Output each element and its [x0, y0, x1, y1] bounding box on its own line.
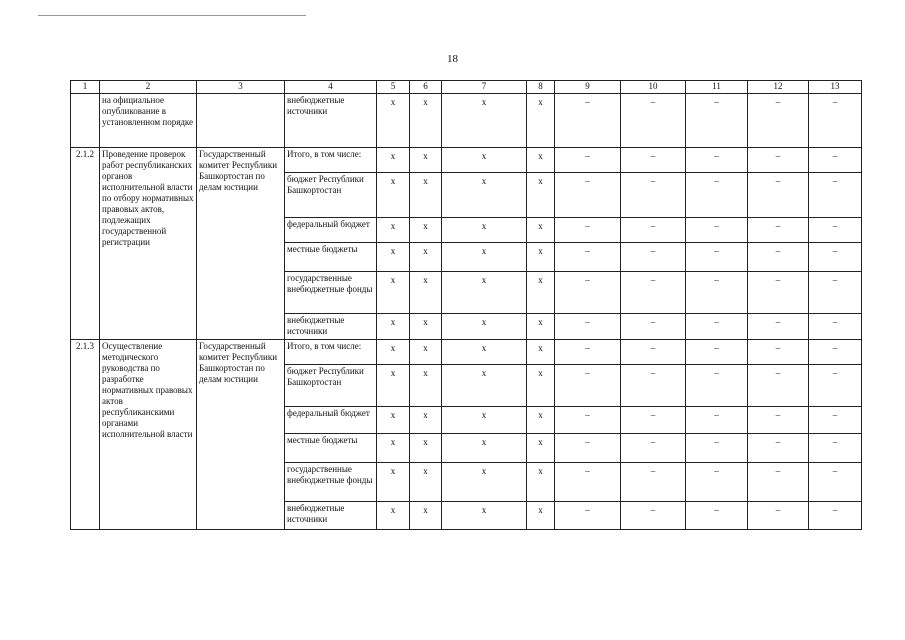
- value-cell: –: [555, 218, 621, 243]
- value-cell: –: [621, 94, 686, 148]
- executor-cell: Государственный комитет Республики Башкортостан по делам юстиции: [197, 148, 285, 340]
- value-cell: x: [442, 148, 527, 173]
- value-cell: –: [555, 148, 621, 173]
- value-cell: x: [442, 463, 527, 502]
- value-cell: –: [686, 243, 748, 272]
- value-cell: x: [377, 463, 410, 502]
- value-cell: x: [410, 173, 442, 218]
- header-cell: 8: [527, 81, 555, 94]
- value-cell: x: [527, 148, 555, 173]
- value-cell: x: [442, 173, 527, 218]
- value-cell: –: [555, 94, 621, 148]
- value-cell: –: [809, 463, 862, 502]
- header-cell: 13: [809, 81, 862, 94]
- value-cell: x: [442, 243, 527, 272]
- value-cell: –: [555, 365, 621, 407]
- value-cell: x: [377, 365, 410, 407]
- item-number-cell: 2.1.2: [71, 148, 100, 340]
- value-cell: –: [686, 173, 748, 218]
- value-cell: –: [621, 463, 686, 502]
- value-cell: –: [686, 434, 748, 463]
- value-cell: –: [748, 365, 809, 407]
- value-cell: x: [527, 314, 555, 340]
- item-number-cell: 2.1.3: [71, 340, 100, 530]
- value-cell: x: [442, 340, 527, 365]
- value-cell: –: [621, 243, 686, 272]
- value-cell: x: [527, 407, 555, 434]
- value-cell: x: [527, 434, 555, 463]
- funding-source-cell: государственные внебюджетные фонды: [285, 272, 377, 314]
- value-cell: –: [748, 173, 809, 218]
- value-cell: –: [809, 502, 862, 530]
- value-cell: –: [809, 148, 862, 173]
- table-row: [71, 340, 862, 365]
- header-cell: 7: [442, 81, 527, 94]
- value-cell: x: [377, 272, 410, 314]
- value-cell: –: [555, 243, 621, 272]
- value-cell: x: [527, 272, 555, 314]
- value-cell: –: [748, 272, 809, 314]
- value-cell: x: [410, 434, 442, 463]
- value-cell: –: [555, 407, 621, 434]
- value-cell: x: [410, 148, 442, 173]
- header-cell: 10: [621, 81, 686, 94]
- value-cell: –: [748, 407, 809, 434]
- program-table: [70, 80, 862, 530]
- header-row: [71, 81, 862, 94]
- value-cell: x: [377, 407, 410, 434]
- value-cell: –: [686, 218, 748, 243]
- executor-cell: [197, 94, 285, 148]
- value-cell: –: [621, 502, 686, 530]
- value-cell: –: [555, 463, 621, 502]
- value-cell: x: [410, 218, 442, 243]
- header-cell: 2: [100, 81, 197, 94]
- value-cell: –: [809, 173, 862, 218]
- table-row: [71, 94, 862, 148]
- value-cell: –: [621, 434, 686, 463]
- value-cell: x: [377, 340, 410, 365]
- value-cell: –: [555, 434, 621, 463]
- value-cell: x: [527, 94, 555, 148]
- header-rule: [38, 15, 306, 16]
- funding-source-cell: Итого, в том числе:: [285, 148, 377, 173]
- activity-name-cell: Проведение проверок работ республиканских органов исполнительной власти по отбору нормативных правовых актов, подлежащих государственной регистрации: [100, 148, 197, 340]
- value-cell: –: [686, 94, 748, 148]
- funding-source-cell: федеральный бюджет: [285, 218, 377, 243]
- value-cell: –: [686, 314, 748, 340]
- value-cell: –: [809, 314, 862, 340]
- value-cell: –: [686, 148, 748, 173]
- value-cell: –: [555, 314, 621, 340]
- value-cell: x: [377, 173, 410, 218]
- value-cell: –: [555, 272, 621, 314]
- funding-source-cell: местные бюджеты: [285, 434, 377, 463]
- header-cell: 9: [555, 81, 621, 94]
- value-cell: x: [442, 272, 527, 314]
- value-cell: x: [377, 502, 410, 530]
- value-cell: –: [748, 148, 809, 173]
- table-row: [71, 148, 862, 173]
- funding-source-cell: внебюджетные источники: [285, 94, 377, 148]
- funding-source-cell: местные бюджеты: [285, 243, 377, 272]
- value-cell: x: [442, 94, 527, 148]
- value-cell: x: [377, 218, 410, 243]
- value-cell: –: [686, 463, 748, 502]
- value-cell: –: [748, 314, 809, 340]
- value-cell: –: [809, 94, 862, 148]
- value-cell: –: [748, 463, 809, 502]
- value-cell: –: [809, 218, 862, 243]
- value-cell: x: [410, 243, 442, 272]
- value-cell: –: [621, 340, 686, 365]
- value-cell: –: [621, 365, 686, 407]
- value-cell: x: [410, 340, 442, 365]
- funding-source-cell: бюджет Республики Башкортостан: [285, 173, 377, 218]
- value-cell: x: [527, 340, 555, 365]
- value-cell: –: [748, 94, 809, 148]
- funding-source-cell: бюджет Республики Башкортостан: [285, 365, 377, 407]
- activity-name-cell: Осуществление методического руководства по разработке нормативных правовых актов республиканскими органами исполнительной власти: [100, 340, 197, 530]
- value-cell: –: [621, 148, 686, 173]
- value-cell: x: [410, 407, 442, 434]
- value-cell: x: [377, 314, 410, 340]
- value-cell: –: [809, 407, 862, 434]
- value-cell: –: [621, 218, 686, 243]
- header-cell: 12: [748, 81, 809, 94]
- page-number: 18: [447, 53, 458, 65]
- value-cell: x: [442, 218, 527, 243]
- value-cell: x: [410, 94, 442, 148]
- value-cell: x: [410, 365, 442, 407]
- value-cell: x: [527, 463, 555, 502]
- value-cell: –: [809, 340, 862, 365]
- item-number-cell: [71, 94, 100, 148]
- value-cell: x: [527, 365, 555, 407]
- value-cell: x: [377, 243, 410, 272]
- funding-source-cell: внебюджетные источники: [285, 314, 377, 340]
- value-cell: x: [527, 502, 555, 530]
- value-cell: –: [809, 365, 862, 407]
- value-cell: –: [748, 502, 809, 530]
- value-cell: –: [748, 434, 809, 463]
- value-cell: –: [748, 340, 809, 365]
- value-cell: –: [686, 407, 748, 434]
- value-cell: x: [377, 94, 410, 148]
- value-cell: –: [621, 407, 686, 434]
- value-cell: x: [410, 314, 442, 340]
- value-cell: –: [555, 173, 621, 218]
- header-cell: 3: [197, 81, 285, 94]
- value-cell: x: [442, 502, 527, 530]
- value-cell: –: [809, 243, 862, 272]
- value-cell: x: [527, 218, 555, 243]
- value-cell: –: [809, 272, 862, 314]
- header-cell: 6: [410, 81, 442, 94]
- funding-source-cell: федеральный бюджет: [285, 407, 377, 434]
- value-cell: –: [686, 365, 748, 407]
- value-cell: –: [555, 340, 621, 365]
- value-cell: –: [686, 272, 748, 314]
- value-cell: x: [442, 365, 527, 407]
- value-cell: –: [686, 502, 748, 530]
- funding-source-cell: Итого, в том числе:: [285, 340, 377, 365]
- funding-source-cell: внебюджетные источники: [285, 502, 377, 530]
- value-cell: –: [621, 173, 686, 218]
- value-cell: x: [442, 434, 527, 463]
- executor-cell: Государственный комитет Республики Башкортостан по делам юстиции: [197, 340, 285, 530]
- value-cell: –: [621, 272, 686, 314]
- value-cell: x: [442, 314, 527, 340]
- value-cell: x: [410, 502, 442, 530]
- value-cell: x: [377, 434, 410, 463]
- value-cell: –: [686, 340, 748, 365]
- value-cell: x: [527, 243, 555, 272]
- value-cell: x: [527, 173, 555, 218]
- value-cell: x: [442, 407, 527, 434]
- value-cell: –: [748, 218, 809, 243]
- value-cell: –: [555, 502, 621, 530]
- activity-name-cell: на официальное опубликование в установленном порядке: [100, 94, 197, 148]
- header-cell: 4: [285, 81, 377, 94]
- header-cell: 1: [71, 81, 100, 94]
- header-cell: 11: [686, 81, 748, 94]
- funding-source-cell: государственные внебюджетные фонды: [285, 463, 377, 502]
- value-cell: –: [621, 314, 686, 340]
- value-cell: x: [410, 463, 442, 502]
- value-cell: –: [809, 434, 862, 463]
- header-cell: 5: [377, 81, 410, 94]
- value-cell: x: [410, 272, 442, 314]
- value-cell: x: [377, 148, 410, 173]
- value-cell: –: [748, 243, 809, 272]
